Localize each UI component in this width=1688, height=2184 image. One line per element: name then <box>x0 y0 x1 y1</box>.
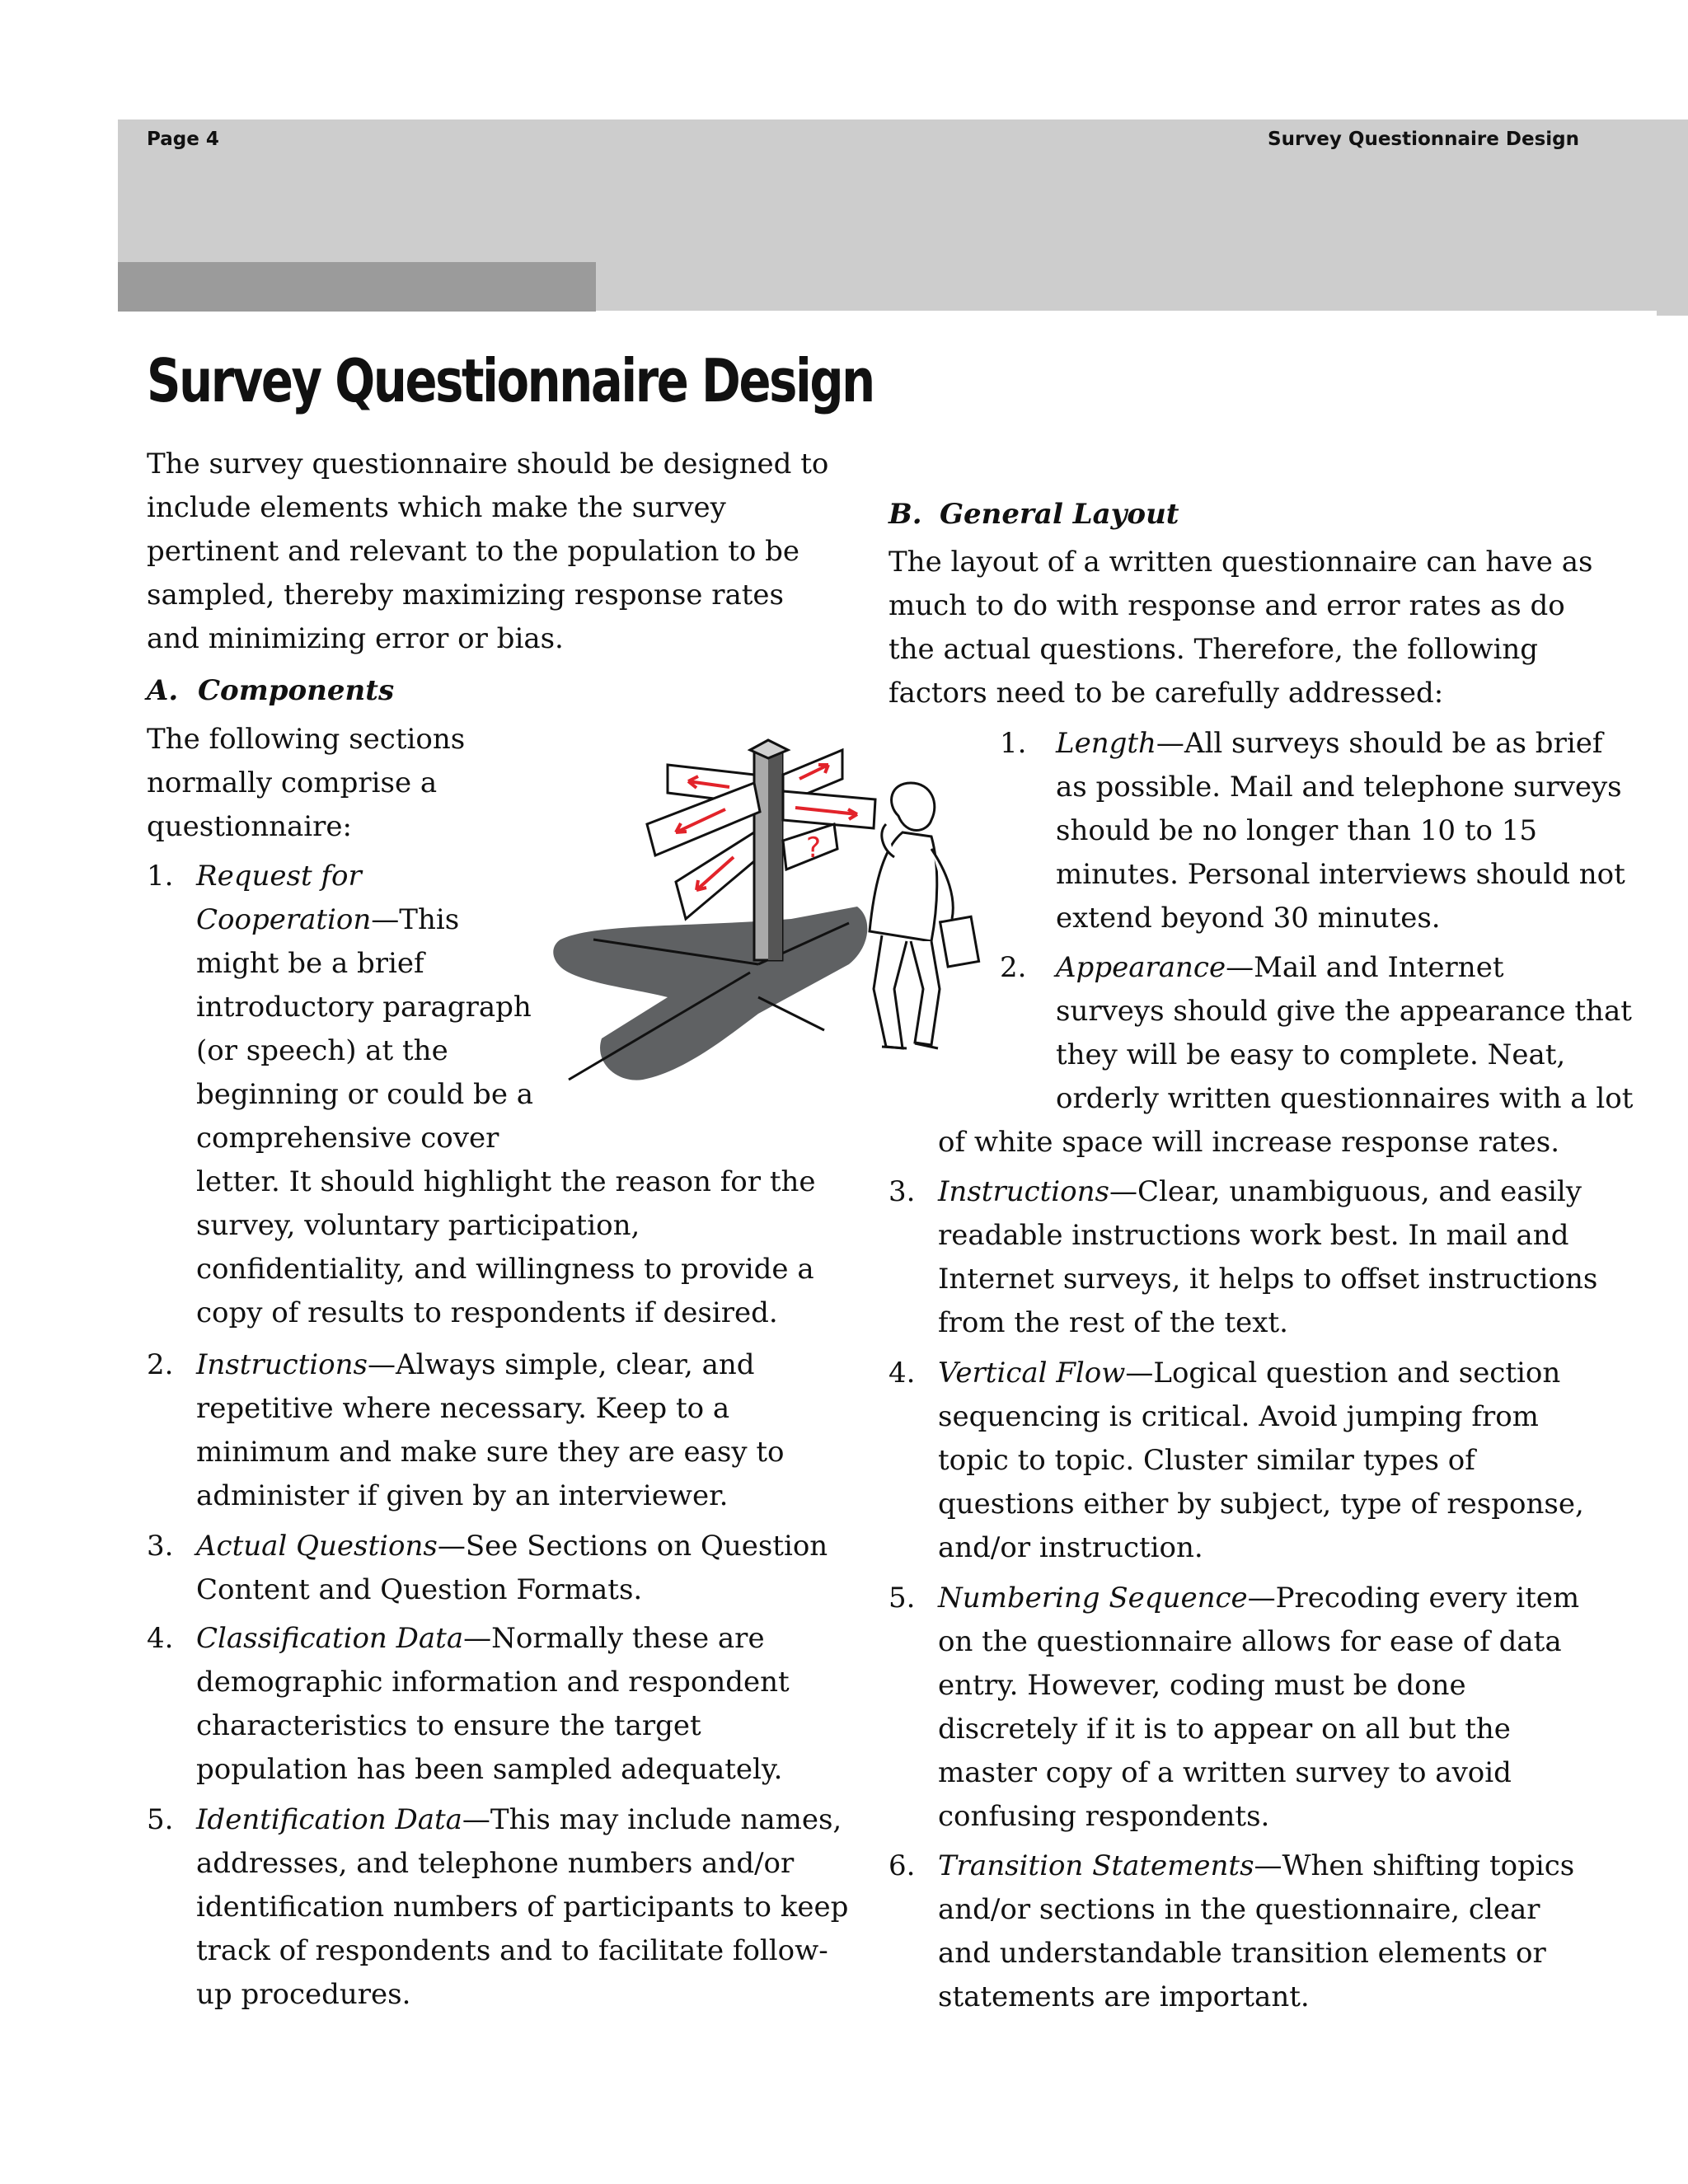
item-body <box>196 1525 828 1612</box>
item-text: Internet surveys, it helps to offset instructions <box>938 1263 1598 1296</box>
item-line <box>938 1483 1584 1526</box>
item-line <box>938 1932 1574 1975</box>
lead-line: The layout of a written questionnaire can have as <box>889 546 1593 579</box>
intro-line: The survey questionnaire should be designed to <box>147 448 829 480</box>
section-a-heading <box>147 669 394 713</box>
section-a-title: Components <box>198 674 395 707</box>
intro-line: and minimizing error or bias. <box>147 622 564 655</box>
item-line <box>196 1568 828 1612</box>
item-line <box>196 1886 848 1929</box>
running-header-title: Survey Questionnaire Design <box>1268 129 1579 150</box>
item-line <box>196 1387 785 1431</box>
item-body <box>1056 946 1633 1121</box>
lead-line: normally comprise a <box>147 766 438 799</box>
item-text: might be a brief <box>196 947 424 980</box>
item-term: Actual Questions <box>196 1530 438 1563</box>
item-line <box>938 1258 1597 1301</box>
item-text: copy of results to respondents if desired. <box>196 1296 778 1329</box>
item-line <box>938 1301 1597 1345</box>
item-text: —Always simple, clear, and <box>367 1348 755 1381</box>
lead-line: The following sections <box>147 723 466 756</box>
item-text: —Normally these are <box>463 1622 765 1655</box>
section-a-lead <box>147 718 465 849</box>
item-line <box>938 1214 1597 1258</box>
item-line <box>938 1664 1579 1708</box>
item-number: 1. <box>147 860 174 893</box>
item-text: on the questionnaire allows for ease of data <box>938 1625 1562 1658</box>
confused-man <box>870 783 979 1048</box>
lead-line: much to do with response and error rates as do <box>889 589 1565 622</box>
item-text: —Logical question and section <box>1125 1357 1561 1390</box>
item-text: administer if given by an interviewer. <box>196 1479 729 1512</box>
item-line <box>1056 722 1625 766</box>
item-line <box>1056 766 1625 809</box>
lead-line: factors need to be carefully addressed: <box>889 677 1444 710</box>
item-text: and understandable transition elements or <box>938 1937 1546 1970</box>
item-text: characteristics to ensure the target <box>196 1709 701 1742</box>
item-line <box>196 1525 828 1568</box>
item-text: topic to topic. Cluster similar types of <box>938 1444 1475 1477</box>
ground-line <box>758 997 824 1030</box>
item-line <box>1056 946 1633 990</box>
item-term: Identification Data <box>196 1803 462 1836</box>
item-text: —This may include names, <box>462 1803 842 1836</box>
item-line <box>196 1248 816 1291</box>
item-line <box>1056 990 1633 1033</box>
item-line <box>196 1929 848 1973</box>
item-text: should be no longer than 10 to 15 <box>1056 814 1538 847</box>
item-text: master copy of a written survey to avoid <box>938 1756 1512 1789</box>
intro-line: include elements which make the survey <box>147 491 726 524</box>
item-line <box>938 1526 1584 1570</box>
item-text: —Precoding every item <box>1247 1582 1580 1615</box>
item-body <box>938 1577 1579 1839</box>
item-line <box>938 1751 1579 1795</box>
item-line <box>938 1439 1584 1483</box>
item-text: repetitive where necessary. Keep to a <box>196 1392 730 1425</box>
lead-line: questionnaire: <box>147 810 353 843</box>
item-term: Appearance <box>1056 951 1226 984</box>
header-band-edge <box>1657 120 1688 316</box>
item-text: —See Sections on Question <box>437 1530 828 1563</box>
item-text: comprehensive cover <box>196 1122 499 1155</box>
item-text: sequencing is critical. Avoid jumping from <box>938 1400 1539 1433</box>
item-term: Cooperation <box>196 903 372 936</box>
item-line <box>196 1204 816 1248</box>
item-line <box>196 1160 816 1204</box>
item-text: discretely if it is to appear on all but the <box>938 1713 1511 1746</box>
item-line <box>196 1973 848 2017</box>
item-body <box>938 1352 1584 1570</box>
item-line <box>196 1474 785 1518</box>
section-b-heading <box>889 493 1179 537</box>
item-text: survey, voluntary participation, <box>196 1209 640 1242</box>
intro-line: pertinent and relevant to the population to be <box>147 535 800 568</box>
item-text: as possible. Mail and telephone surveys <box>1056 771 1622 804</box>
item-line <box>196 1117 816 1160</box>
item-text: they will be easy to complete. Neat, <box>1056 1038 1566 1071</box>
item-term: Vertical Flow <box>938 1357 1126 1390</box>
item-body <box>938 1844 1574 2019</box>
section-b-letter: B. <box>889 498 922 531</box>
sign-post-shade <box>768 750 782 960</box>
item-number: 2. <box>1000 951 1027 984</box>
header-accent-bar <box>118 262 596 312</box>
item-text: entry. However, coding must be done <box>938 1669 1466 1702</box>
intro-line: sampled, thereby maximizing response rates <box>147 579 784 612</box>
item-text: and/or sections in the questionnaire, clear <box>938 1893 1540 1926</box>
item-text: —When shifting topics <box>1254 1849 1575 1882</box>
item-line <box>938 1888 1574 1932</box>
item-term: Transition Statements <box>938 1849 1254 1882</box>
item-line <box>196 1431 785 1474</box>
item-line <box>1056 1077 1633 1121</box>
item-text: questions either by subject, type of response, <box>938 1488 1584 1521</box>
item-line <box>196 1661 790 1704</box>
item-text: from the rest of the text. <box>938 1306 1288 1339</box>
item-line <box>938 1708 1579 1751</box>
item-body <box>1056 722 1625 940</box>
item-line <box>1056 897 1625 940</box>
item-text: beginning or could be a <box>196 1078 534 1111</box>
item-line <box>1056 809 1625 853</box>
item-line <box>938 1844 1574 1888</box>
item-line <box>1056 853 1625 897</box>
section-a-letter: A. <box>147 674 179 707</box>
item-term: Length <box>1056 727 1156 760</box>
item-line <box>196 1748 790 1792</box>
item-number: 3. <box>147 1530 174 1563</box>
item-line <box>938 1620 1579 1664</box>
item-number: 6. <box>889 1849 916 1882</box>
item-term: Request for <box>196 860 362 893</box>
item-line <box>196 1291 816 1335</box>
item-text: confidentiality, and willingness to provide a <box>196 1253 814 1286</box>
item-text: demographic information and respondent <box>196 1666 790 1699</box>
item-line <box>938 1170 1597 1214</box>
item-number: 5. <box>147 1803 174 1836</box>
item-number: 5. <box>889 1582 916 1615</box>
item-number: 4. <box>147 1622 174 1655</box>
signpost-illustration <box>544 725 1006 1096</box>
section-b-title: General Layout <box>940 498 1179 531</box>
item-text: population has been sampled adequately. <box>196 1753 783 1786</box>
item-text: —Clear, unambiguous, and easily <box>1109 1175 1582 1208</box>
item-body <box>196 1798 848 2017</box>
item-text: —Mail and Internet <box>1226 951 1504 984</box>
item-line <box>938 1795 1579 1839</box>
item-line <box>938 1395 1584 1439</box>
page-number: Page 4 <box>147 129 219 150</box>
lead-line: the actual questions. Therefore, the following <box>889 633 1539 666</box>
item-line: of white space will increase response rates. <box>938 1126 1560 1159</box>
item-line <box>196 1798 848 1842</box>
item-number: 3. <box>889 1175 916 1208</box>
item-number: 1. <box>1000 727 1027 760</box>
section-b-lead <box>889 541 1592 715</box>
item-text: letter. It should highlight the reason for the <box>196 1165 816 1198</box>
item-line <box>938 1975 1574 2019</box>
item-body <box>196 1343 785 1518</box>
item-line <box>196 1617 790 1661</box>
item-line <box>938 1577 1579 1620</box>
item-text: surveys should give the appearance that <box>1056 995 1632 1028</box>
item-text: identification numbers of participants to keep <box>196 1891 849 1924</box>
item-term: Numbering Sequence <box>938 1582 1248 1615</box>
item-text: (or speech) at the <box>196 1034 448 1067</box>
item-text: readable instructions work best. In mail and <box>938 1219 1569 1252</box>
intro-paragraph <box>147 443 828 661</box>
item-line <box>196 1343 785 1387</box>
sign-question-mark: ? <box>806 832 822 865</box>
item-term: Classification Data <box>196 1622 464 1655</box>
item-text: and/or instruction. <box>938 1531 1203 1564</box>
item-text: statements are important. <box>938 1980 1310 2013</box>
item-line <box>1056 1033 1633 1077</box>
item-line <box>196 1842 848 1886</box>
item-text: Content and Question Formats. <box>196 1573 643 1606</box>
item-text: confusing respondents. <box>938 1800 1270 1833</box>
item-text: extend beyond 30 minutes. <box>1056 902 1441 935</box>
item-line <box>938 1352 1584 1395</box>
item-line <box>196 1704 790 1748</box>
signpost-shadow <box>553 907 867 1080</box>
page-title: Survey Questionnaire Design <box>147 346 874 415</box>
item-text: up procedures. <box>196 1978 411 2011</box>
item-text: orderly written questionnaires with a lot <box>1056 1082 1634 1115</box>
item-body <box>938 1170 1597 1345</box>
item-number: 2. <box>147 1348 174 1381</box>
item-term: Instructions <box>938 1175 1109 1208</box>
item-text: minimum and make sure they are easy to <box>196 1436 785 1469</box>
item-body <box>196 1617 790 1792</box>
item-text: —All surveys should be as brief <box>1156 727 1603 760</box>
item-number: 4. <box>889 1357 916 1390</box>
item-text: addresses, and telephone numbers and/or <box>196 1847 795 1880</box>
item-term: Instructions <box>196 1348 368 1381</box>
item-text: track of respondents and to facilitate follow- <box>196 1934 828 1967</box>
item-text: introductory paragraph <box>196 991 532 1024</box>
item-text: minutes. Personal interviews should not <box>1056 858 1625 891</box>
item-text: —This <box>371 903 460 936</box>
